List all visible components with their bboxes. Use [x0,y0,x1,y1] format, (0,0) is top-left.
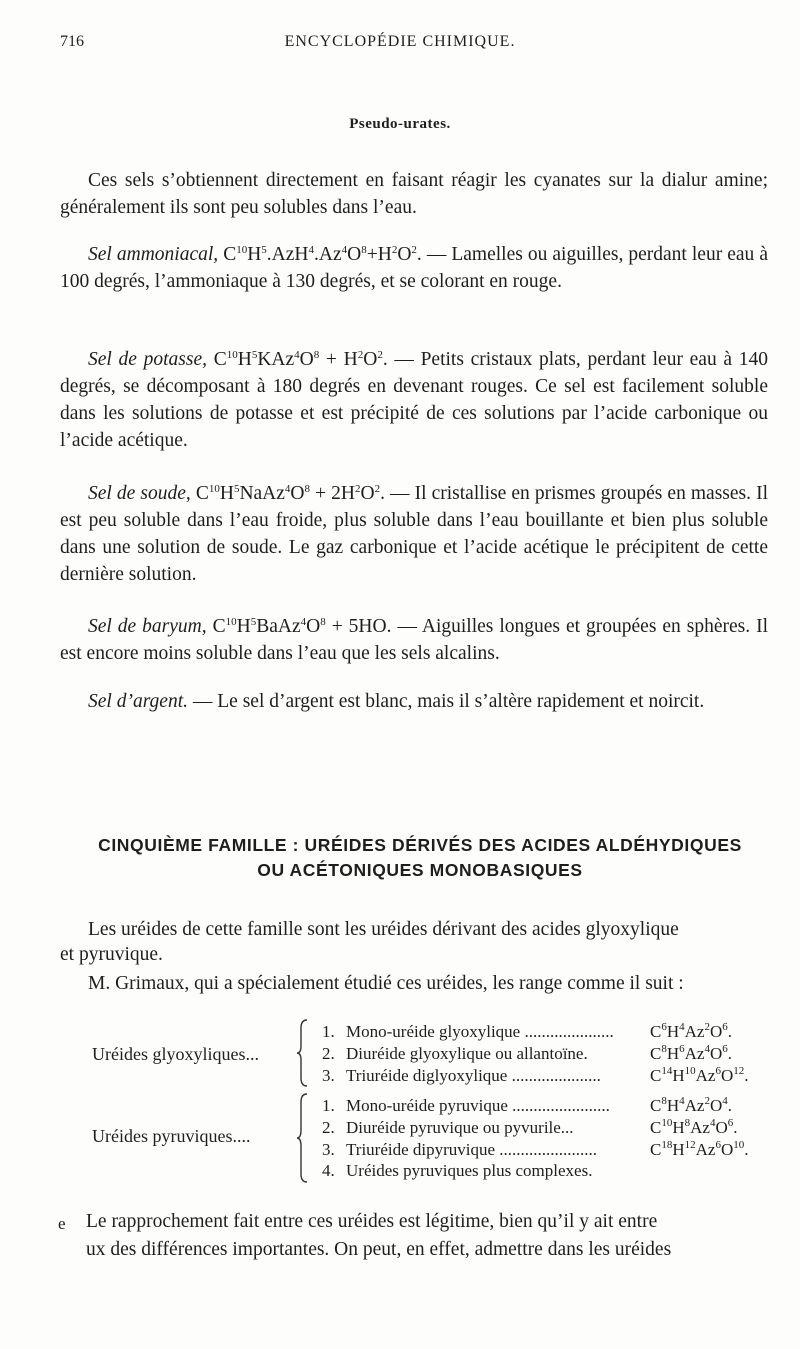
formula-part: O [709,1022,723,1041]
formula-part: 2 [411,244,417,256]
row-number: 2. [322,1118,335,1137]
formula-part: O [715,1118,728,1137]
running-title: ENCYCLOPÉDIE CHIMIQUE. [284,33,516,50]
formula-part: H [666,1022,680,1041]
row-number: 3. [322,1140,335,1159]
formula-part: .AzH [266,244,309,265]
salt-name: Sel de potasse, [88,349,207,370]
formula-part: 8 [684,1117,691,1129]
formula-part: 4 [679,1021,685,1033]
row-formula [650,1022,732,1042]
classification-row [322,1140,762,1162]
formula-part: Az [684,1096,705,1115]
formula-part: O [360,483,375,504]
formula-part: 6 [661,1021,667,1033]
formula-part: 4 [679,1095,685,1107]
group-label: Uréides pyruviques.... [92,1126,251,1146]
classification-row [322,1096,762,1118]
salt-paragraph [60,346,768,454]
formula-part: 4 [300,616,307,628]
formula-part: 4 [704,1043,710,1055]
family-title-line: CINQUIÈME FAMILLE : URÉIDES DÉRIVÉS DES ACIDES ALDÉHYDIQUES [98,835,742,855]
row-formula [650,1066,748,1086]
salt-description: . — Petits cristaux plats, perdant leur eau à 140 degrés, se décomposant à 180 degrés en devenant rouges. Ce sel est facilement soluble dans les solutions de potasse et est précipité de ces solutions par l’acide carbonique ou l’acide acétique. [60,349,768,451]
row-formula [650,1140,748,1160]
formula-part: 8 [320,616,326,628]
closing-line: ux des différences importantes. On peut, en effet, admettre dans les uréides [86,1239,672,1260]
formula-part: Az [690,1118,710,1137]
family-intro-line: M. Grimaux, qui a spécialement étudié ces uréides, les range comme il suit : [88,973,684,994]
formula-part: 10 [661,1117,673,1129]
formula-part: 6 [715,1065,721,1077]
formula-part: . [727,1022,732,1041]
formula-part: O [397,244,412,265]
formula-part: 12 [684,1139,696,1151]
family-title [40,833,800,883]
salt-paragraph [60,241,768,295]
formula-part: O [299,349,314,370]
formula-part: C [195,483,209,504]
formula-part: 2 [355,483,361,495]
formula-part: 5 [233,483,240,495]
row-name: Triuréide dipyruvique ....................... [346,1140,598,1159]
formula-part: 2 [377,349,383,361]
formula-part: Az [695,1066,716,1085]
formula-part: + 5HO [325,616,387,637]
formula-part: H [247,244,262,265]
formula-part: . [744,1140,749,1159]
formula-part: 4 [722,1095,728,1107]
row-name: Diuréide pyruvique ou pyvurile... [346,1118,574,1137]
row-number: 3. [322,1066,335,1085]
salt-description: . — Lamelles ou aiguilles, perdant leur eau à 100 degrés, l’ammoniaque à 130 degrés, et se colorant en rouge. [60,244,768,292]
section-title: Pseudo-urates. [349,116,451,132]
formula-part: O [363,349,378,370]
formula-part: C [223,244,237,265]
formula-part: BaAz [256,616,301,637]
closing-line: Le rapprochement fait entre ces uréides est légitime, bien qu’il y ait entre [86,1211,658,1232]
formula-part: .Az [314,244,342,265]
formula-part: H [219,483,234,504]
formula-part: H [672,1140,685,1159]
formula-part: 10 [225,616,237,628]
formula-part: O [306,616,321,637]
classification-row [322,1118,762,1140]
row-name: Diuréide glyoxylique ou allantoïne. [346,1044,588,1063]
formula-part: O [290,483,305,504]
running-header [60,33,740,55]
formula-part: 8 [361,244,367,256]
formula-part: Az [684,1044,705,1063]
formula-part: H [666,1096,680,1115]
margin-mark: e [58,1214,66,1233]
formula-part: 2 [357,349,364,361]
formula-part: 4 [709,1117,716,1129]
formula-part: C [650,1118,662,1137]
formula-part: 2 [374,483,381,495]
classification-row [322,1161,762,1183]
salt-paragraph [60,613,768,667]
formula-part: 5 [250,616,257,628]
formula-part: +H [366,244,392,265]
formula-part: 2 [391,244,398,256]
formula-part: 10 [208,483,220,495]
row-name: Mono-uréide pyruvique ....................... [346,1096,610,1115]
formula-part: 4 [341,244,348,256]
row-name: Triuréide diglyoxylique ..................... [346,1066,601,1085]
formula-part: 10 [684,1065,696,1077]
formula-part: 6 [679,1043,685,1055]
salt-description: — Le sel d’argent est blanc, mais il s’altère rapidement et noircit. [188,691,705,712]
family-title-line: OU ACÉTONIQUES MONOBASIQUES [257,860,583,880]
formula-part: 4 [308,244,314,256]
formula-part: 2 [704,1021,710,1033]
formula-part: C [650,1022,662,1041]
formula-part: O [347,244,362,265]
formula-part: H [237,349,252,370]
brace-icon [296,1092,310,1184]
salt-name: Sel ammoniacal, [88,244,219,265]
row-formula [650,1118,737,1138]
row-number: 4. [322,1161,335,1180]
formula-part: . [733,1118,738,1137]
formula-part: C [650,1066,662,1085]
family-intro-line: Les uréides de cette famille sont les uréides dérivant des acides glyoxylique [88,919,679,940]
formula-part: 8 [661,1043,667,1055]
formula-part: . [727,1096,732,1115]
formula-part: NaAz [239,483,285,504]
formula-part: 8 [661,1095,667,1107]
formula-part: 5 [251,349,258,361]
formula-part: 14 [661,1065,673,1077]
formula-part: 10 [236,244,248,256]
classification-row [322,1022,762,1044]
formula-part: 6 [727,1117,734,1129]
formula-part: Az [684,1022,705,1041]
row-name: Uréides pyruviques plus complexes. [346,1161,593,1180]
formula-part: H [672,1066,685,1085]
formula-part: 6 [715,1139,721,1151]
classification-row [322,1066,762,1088]
brace-icon [296,1018,310,1088]
salt-name: Sel de baryum, [88,616,207,637]
formula-part: 18 [661,1139,673,1151]
row-number: 2. [322,1044,335,1063]
formula-part: + 2H [310,483,355,504]
formula-part: C [212,616,226,637]
formula-part: C [650,1096,662,1115]
row-formula [650,1044,732,1064]
formula-part: + H [319,349,358,370]
salt-paragraph [60,480,768,588]
formula-part: 10 [226,349,238,361]
formula-part: 4 [294,349,300,361]
family-intro-line: et pyruvique. [60,944,163,965]
formula-part: 10 [733,1139,745,1151]
formula-part: O [709,1096,723,1115]
salt-name: Sel d’argent. [88,691,189,712]
formula-part: C [213,349,227,370]
group-label: Uréides glyoxyliques... [92,1044,259,1064]
classification-row [322,1044,762,1066]
row-formula [650,1096,732,1116]
formula-part: 12 [733,1065,745,1077]
formula-part: 4 [284,483,291,495]
formula-part: 2 [704,1095,710,1107]
formula-part: KAz [257,349,295,370]
formula-part: 8 [304,483,311,495]
salt-paragraph [60,688,768,715]
salt-name: Sel de soude, [88,483,191,504]
formula-part: C [650,1140,662,1159]
formula-part: Az [695,1140,716,1159]
salt-description: . — Aiguilles longues et groupées en sphères. Il est encore moins soluble dans l’eau que les sels alcalins. [60,616,769,664]
intro-paragraph: Ces sels s’obtiennent directement en faisant réagir les cyanates sur la dialur amine; généralement ils sont peu solubles dans l’eau. [60,170,768,218]
row-name: Mono-uréide glyoxylique ..................... [346,1022,614,1041]
row-number: 1. [322,1096,335,1115]
formula-part: O [720,1066,734,1085]
formula-part: H [236,616,251,637]
formula-part: . [744,1066,749,1085]
formula-part: C [650,1044,662,1063]
formula-part: 8 [313,349,320,361]
formula-part: O [709,1044,723,1063]
formula-part: O [720,1140,734,1159]
formula-part: 5 [261,244,267,256]
page-number: 716 [60,33,84,50]
formula-part: H [672,1118,685,1137]
formula-part: 6 [722,1043,728,1055]
formula-part: 6 [722,1021,728,1033]
row-number: 1. [322,1022,335,1041]
formula-part: H [666,1044,680,1063]
formula-part: . [727,1044,732,1063]
salt-description: . — Il cristallise en prismes groupés en masses. Il est peu soluble dans l’eau froide, plus soluble dans l’eau bouillante et bien plus soluble dans une solution de soude. Le gaz carbonique et l’acide acétique le précipitent de cette dernière solution. [60,483,768,585]
